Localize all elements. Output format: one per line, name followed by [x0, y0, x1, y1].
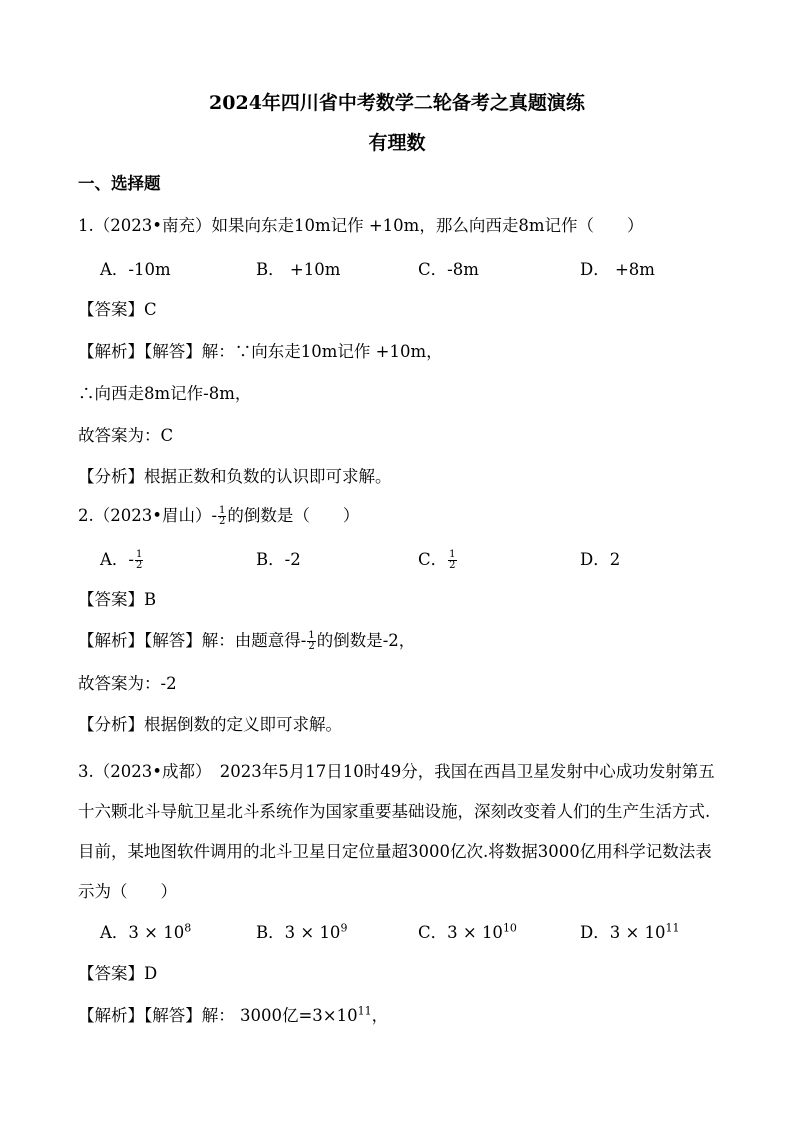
question-3-stem: 3.（2023•成都） 2023年5月17日10时49分，我国在西昌卫星发射中心成功发射第五十六颗北斗导航卫星北斗系统作为国家重要基础设施，深刻改变着人们的生产生活方式.目前，某地图软件调用的北斗卫星日定位量超3000亿次.将数据3000亿用科学记数法表示为（ ） — [78, 762, 715, 901]
question-3-option-c: C．$3 \times 10^{10}$ — [418, 921, 517, 942]
question-3-option-a: A．$3 \times 10^8$ — [100, 921, 192, 942]
question-2-stem — [78, 502, 359, 527]
document-subtitle: 有理数 — [368, 132, 426, 154]
question-2-analysis: 【解析】【解答】解：由题意得- $\frac{1}{2}$ 的倒数是-2， — [78, 630, 416, 652]
question-2-option-c: C． $\frac{1}{2}$ — [418, 549, 456, 571]
question-1-option-c: C．-8m — [418, 260, 479, 279]
question-1-analysis-line-1: 【解析】【解答】解：∵向东走10m记作 +10m， — [78, 342, 443, 361]
question-1-note: 【分析】根据正数和负数的认识即可求解。 — [78, 467, 392, 486]
question-1-option-d: D． +8m — [580, 260, 655, 279]
question-1-option-a: A．-10m — [100, 260, 171, 279]
question-1-option-b: B． +10m — [256, 260, 341, 279]
question-1-stem: 1.（2023•南充）如果向东走10m记作 +10m，那么向西走8m记作（ ） — [78, 216, 644, 235]
question-2-note: 【分析】根据倒数的定义即可求解。 — [78, 715, 342, 734]
question-1-conclusion: 故答案为：C — [78, 426, 174, 445]
question-2-option-d: D．2 — [580, 550, 621, 569]
document-title: 2024年四川省中考数学二轮备考之真题演练 — [209, 92, 585, 114]
question-2-negative-sign: - — [211, 506, 218, 525]
question-3-option-b: B．$3 \times 10^9$ — [256, 921, 348, 942]
question-3-answer: 【答案】D — [78, 964, 158, 983]
question-2-option-b: B．-2 — [256, 550, 301, 569]
question-2-answer: 【答案】B — [78, 590, 157, 609]
section-heading: 一、选择题 — [78, 174, 161, 193]
question-2-stem-suffix: 的倒数是（ ） — [227, 506, 360, 525]
question-1-answer: 【答案】C — [78, 300, 157, 319]
question-1-analysis-line-2: ∴向西走8m记作-8m， — [78, 384, 252, 403]
question-2-option-a: A．- $\frac{1}{2}$ — [100, 549, 143, 571]
question-2-fraction: $\frac{1}{2}$ — [219, 505, 226, 527]
question-2-stem-prefix: 2.（2023•眉山） — [78, 506, 212, 525]
question-3-analysis: 【解析】【解答】解： 3000亿$=3\times 10^{11}$， — [78, 1004, 389, 1025]
question-2-conclusion: 故答案为：-2 — [78, 674, 177, 693]
question-3-option-d: D．$3 \times 10^{11}$ — [580, 921, 680, 942]
